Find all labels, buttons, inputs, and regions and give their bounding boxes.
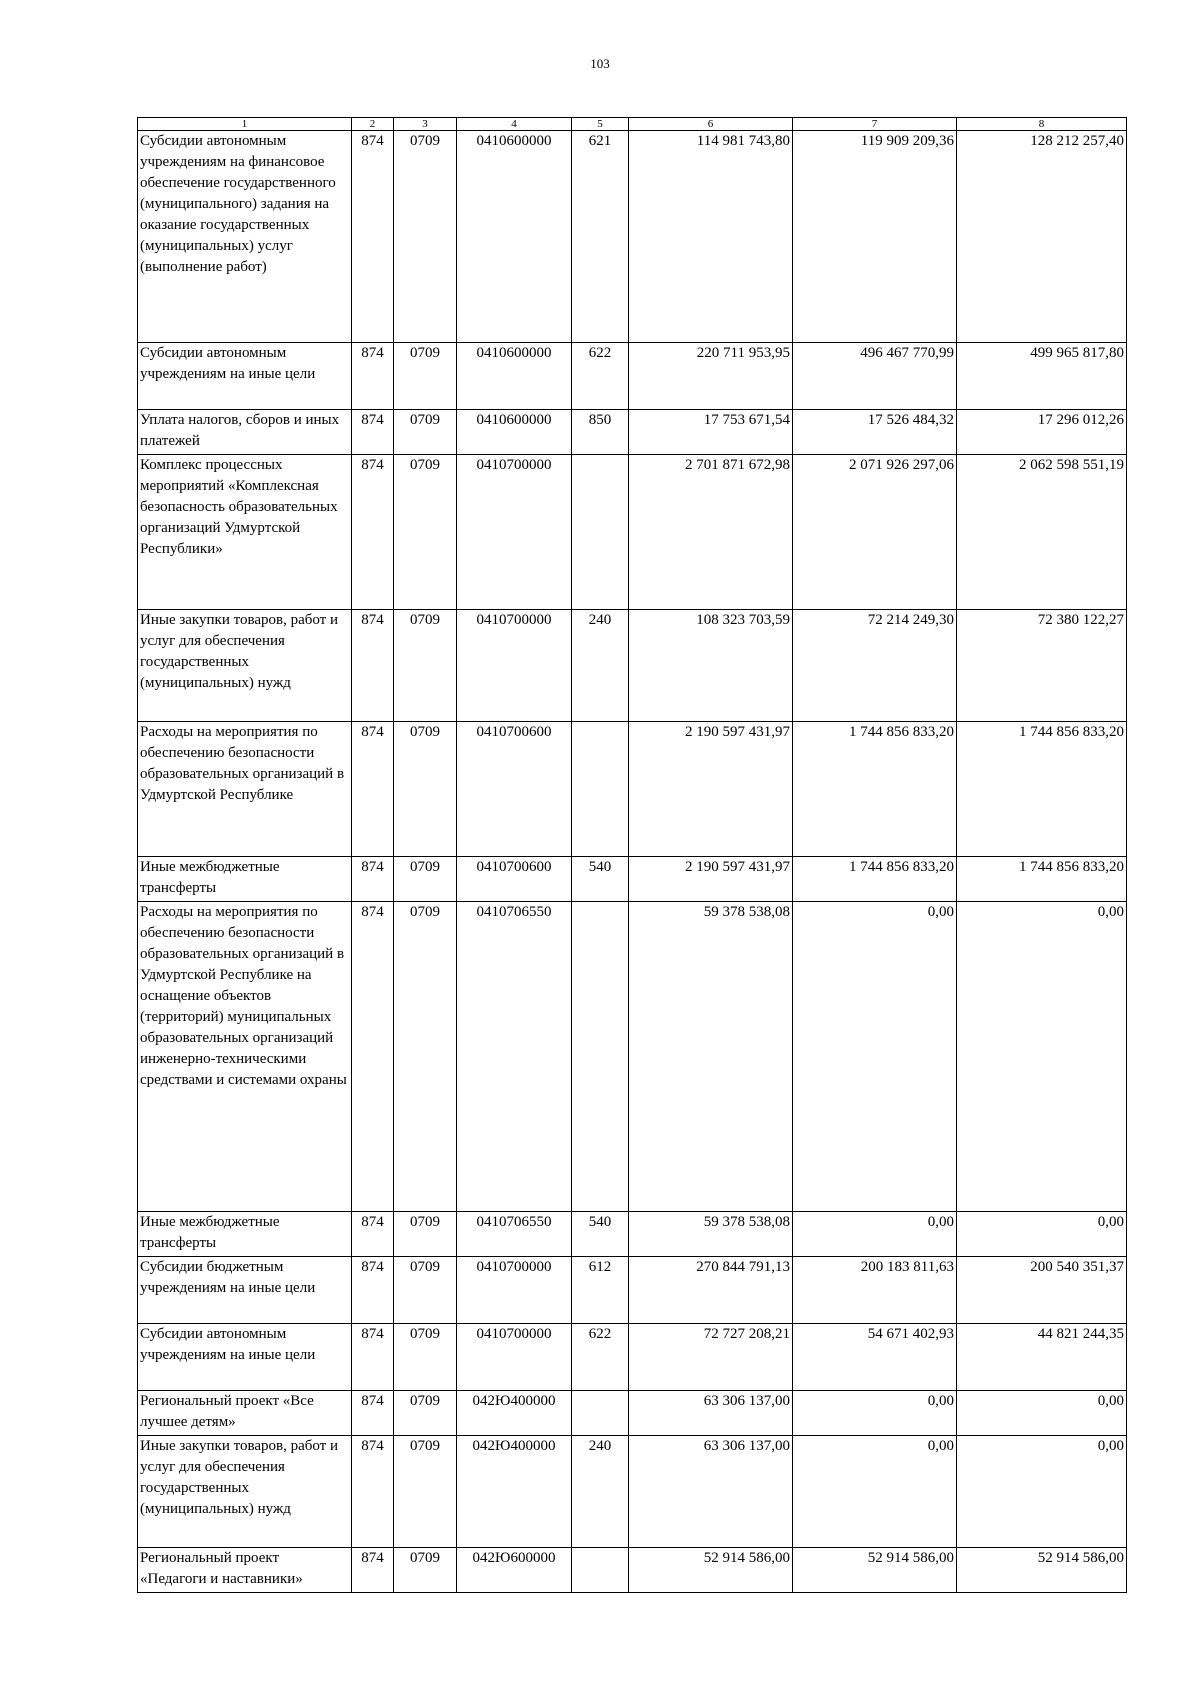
row-amount-year3: 44 821 244,35 [957, 1324, 1127, 1391]
row-ministry-code: 874 [352, 410, 394, 455]
header-col-2: 2 [352, 118, 394, 131]
row-expense-type: 540 [572, 1212, 629, 1257]
row-amount-year3: 0,00 [957, 1391, 1127, 1436]
table-body [138, 131, 1127, 1593]
table-row [138, 410, 1127, 455]
row-ministry-code: 874 [352, 722, 394, 857]
row-ministry-code: 874 [352, 343, 394, 410]
row-name: Региональный проект «Педагоги и наставники» [138, 1548, 352, 1593]
row-amount-year2: 200 183 811,63 [793, 1257, 957, 1324]
row-amount-year1: 2 190 597 431,97 [629, 857, 793, 902]
table-row [138, 343, 1127, 410]
row-section-code: 0709 [394, 902, 457, 1212]
table-row [138, 722, 1127, 857]
row-amount-year3: 1 744 856 833,20 [957, 857, 1127, 902]
header-col-8: 8 [957, 118, 1127, 131]
row-amount-year1: 2 701 871 672,98 [629, 455, 793, 610]
row-section-code: 0709 [394, 1257, 457, 1324]
row-section-code: 0709 [394, 343, 457, 410]
table-row [138, 610, 1127, 722]
table-row [138, 902, 1127, 1212]
row-section-code: 0709 [394, 455, 457, 610]
row-amount-year3: 1 744 856 833,20 [957, 722, 1127, 857]
row-ministry-code: 874 [352, 131, 394, 343]
table-row [138, 1548, 1127, 1593]
row-amount-year2: 1 744 856 833,20 [793, 722, 957, 857]
table-header [138, 118, 1127, 131]
row-amount-year1: 114 981 743,80 [629, 131, 793, 343]
header-col-5: 5 [572, 118, 629, 131]
table-row [138, 1212, 1127, 1257]
row-ministry-code: 874 [352, 902, 394, 1212]
row-section-code: 0709 [394, 1548, 457, 1593]
row-name: Иные межбюджетные трансферты [138, 857, 352, 902]
row-amount-year2: 54 671 402,93 [793, 1324, 957, 1391]
row-amount-year3: 499 965 817,80 [957, 343, 1127, 410]
row-name: Расходы на мероприятия по обеспечению безопасности образовательных организаций в Удмуртской Республике на оснащение объектов (территорий) муниципальных образовательных организаций инженерно-техническими средствами и системами охраны [138, 902, 352, 1212]
row-amount-year1: 63 306 137,00 [629, 1436, 793, 1548]
row-amount-year2: 2 071 926 297,06 [793, 455, 957, 610]
row-name: Иные закупки товаров, работ и услуг для обеспечения государственных (муниципальных) нужд [138, 1436, 352, 1548]
row-target-code: 042Ю400000 [457, 1436, 572, 1548]
table-row [138, 1436, 1127, 1548]
row-ministry-code: 874 [352, 1212, 394, 1257]
row-target-code: 0410600000 [457, 343, 572, 410]
row-expense-type: 621 [572, 131, 629, 343]
row-amount-year2: 0,00 [793, 902, 957, 1212]
row-amount-year2: 0,00 [793, 1391, 957, 1436]
row-expense-type [572, 902, 629, 1212]
row-amount-year1: 220 711 953,95 [629, 343, 793, 410]
row-expense-type [572, 1391, 629, 1436]
row-amount-year1: 17 753 671,54 [629, 410, 793, 455]
table-row [138, 131, 1127, 343]
table-row [138, 1324, 1127, 1391]
row-amount-year2: 52 914 586,00 [793, 1548, 957, 1593]
row-name: Уплата налогов, сборов и иных платежей [138, 410, 352, 455]
row-target-code: 0410700000 [457, 455, 572, 610]
row-ministry-code: 874 [352, 1436, 394, 1548]
header-col-4: 4 [457, 118, 572, 131]
row-amount-year1: 59 378 538,08 [629, 902, 793, 1212]
row-expense-type [572, 455, 629, 610]
row-expense-type: 622 [572, 1324, 629, 1391]
row-amount-year3: 0,00 [957, 1212, 1127, 1257]
table-row [138, 1257, 1127, 1324]
row-expense-type: 240 [572, 610, 629, 722]
row-amount-year1: 52 914 586,00 [629, 1548, 793, 1593]
row-ministry-code: 874 [352, 1257, 394, 1324]
table-row [138, 1391, 1127, 1436]
row-expense-type: 622 [572, 343, 629, 410]
row-section-code: 0709 [394, 722, 457, 857]
row-section-code: 0709 [394, 1391, 457, 1436]
row-amount-year3: 72 380 122,27 [957, 610, 1127, 722]
row-name: Региональный проект «Все лучшее детям» [138, 1391, 352, 1436]
row-amount-year1: 2 190 597 431,97 [629, 722, 793, 857]
header-col-1: 1 [138, 118, 352, 131]
row-amount-year2: 496 467 770,99 [793, 343, 957, 410]
row-amount-year1: 270 844 791,13 [629, 1257, 793, 1324]
row-amount-year3: 0,00 [957, 1436, 1127, 1548]
row-target-code: 0410700000 [457, 1324, 572, 1391]
budget-table [137, 117, 1127, 1593]
row-section-code: 0709 [394, 410, 457, 455]
row-section-code: 0709 [394, 1436, 457, 1548]
row-target-code: 0410700600 [457, 722, 572, 857]
row-amount-year3: 17 296 012,26 [957, 410, 1127, 455]
row-target-code: 0410600000 [457, 131, 572, 343]
row-expense-type: 850 [572, 410, 629, 455]
row-amount-year3: 200 540 351,37 [957, 1257, 1127, 1324]
row-target-code: 0410600000 [457, 410, 572, 455]
row-amount-year1: 72 727 208,21 [629, 1324, 793, 1391]
row-target-code: 0410700000 [457, 610, 572, 722]
row-amount-year2: 0,00 [793, 1212, 957, 1257]
row-amount-year3: 0,00 [957, 902, 1127, 1212]
row-amount-year2: 119 909 209,36 [793, 131, 957, 343]
row-amount-year2: 72 214 249,30 [793, 610, 957, 722]
row-name: Субсидии автономным учреждениям на иные цели [138, 1324, 352, 1391]
row-section-code: 0709 [394, 1212, 457, 1257]
row-expense-type [572, 722, 629, 857]
row-section-code: 0709 [394, 1324, 457, 1391]
row-name: Субсидии автономным учреждениям на иные цели [138, 343, 352, 410]
row-expense-type: 240 [572, 1436, 629, 1548]
row-section-code: 0709 [394, 131, 457, 343]
row-ministry-code: 874 [352, 455, 394, 610]
row-name: Субсидии автономным учреждениям на финансовое обеспечение государственного (муниципального) задания на оказание государственных (муниципальных) услуг (выполнение работ) [138, 131, 352, 343]
row-target-code: 0410706550 [457, 902, 572, 1212]
table-row [138, 455, 1127, 610]
row-name: Комплекс процессных мероприятий «Комплексная безопасность образовательных организаций Удмуртской Республики» [138, 455, 352, 610]
row-amount-year2: 0,00 [793, 1436, 957, 1548]
row-name: Расходы на мероприятия по обеспечению безопасности образовательных организаций в Удмуртской Республике [138, 722, 352, 857]
row-target-code: 0410700000 [457, 1257, 572, 1324]
row-ministry-code: 874 [352, 1548, 394, 1593]
row-target-code: 0410700600 [457, 857, 572, 902]
row-amount-year2: 17 526 484,32 [793, 410, 957, 455]
row-target-code: 042Ю400000 [457, 1391, 572, 1436]
header-col-6: 6 [629, 118, 793, 131]
row-amount-year1: 59 378 538,08 [629, 1212, 793, 1257]
row-ministry-code: 874 [352, 1324, 394, 1391]
row-section-code: 0709 [394, 857, 457, 902]
row-target-code: 042Ю600000 [457, 1548, 572, 1593]
row-amount-year3: 52 914 586,00 [957, 1548, 1127, 1593]
row-amount-year3: 128 212 257,40 [957, 131, 1127, 343]
row-amount-year3: 2 062 598 551,19 [957, 455, 1127, 610]
row-amount-year1: 63 306 137,00 [629, 1391, 793, 1436]
page-number: 103 [590, 56, 610, 71]
row-expense-type: 540 [572, 857, 629, 902]
header-col-3: 3 [394, 118, 457, 131]
row-name: Иные закупки товаров, работ и услуг для обеспечения государственных (муниципальных) нужд [138, 610, 352, 722]
row-expense-type [572, 1548, 629, 1593]
row-section-code: 0709 [394, 610, 457, 722]
row-target-code: 0410706550 [457, 1212, 572, 1257]
row-name: Субсидии бюджетным учреждениям на иные цели [138, 1257, 352, 1324]
row-amount-year1: 108 323 703,59 [629, 610, 793, 722]
row-expense-type: 612 [572, 1257, 629, 1324]
row-ministry-code: 874 [352, 610, 394, 722]
table-row [138, 857, 1127, 902]
row-amount-year2: 1 744 856 833,20 [793, 857, 957, 902]
row-ministry-code: 874 [352, 1391, 394, 1436]
row-name: Иные межбюджетные трансферты [138, 1212, 352, 1257]
header-row [138, 118, 1127, 131]
row-ministry-code: 874 [352, 857, 394, 902]
header-col-7: 7 [793, 118, 957, 131]
